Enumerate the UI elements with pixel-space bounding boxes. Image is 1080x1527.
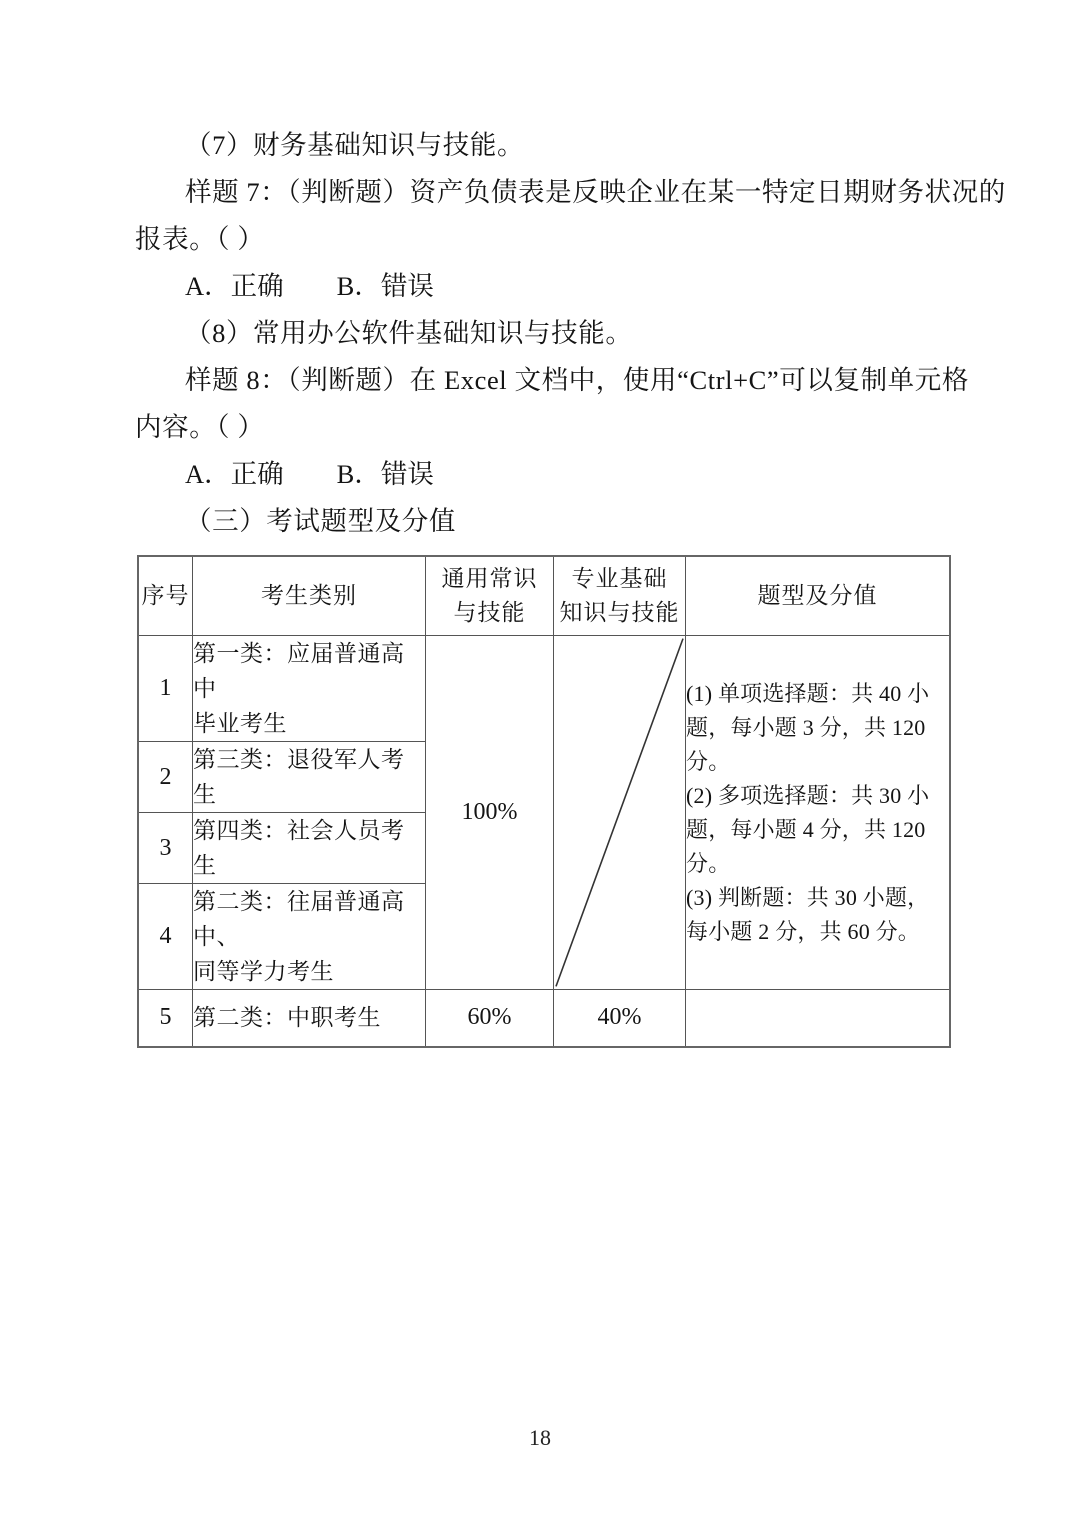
page-number: 18: [529, 1425, 551, 1450]
merged-types-scores-cell: [686, 636, 951, 990]
row5-types-scores-empty: [686, 990, 951, 1047]
table-row: [138, 636, 950, 742]
row5-specialty-percent: 40%: [554, 990, 686, 1047]
merged-specialty-diagonal-cell: [554, 636, 686, 990]
diagonal-strike-icon: [554, 636, 685, 989]
table-header-general-line1: 通用常识: [441, 566, 538, 591]
paragraph-item8-heading: （8）常用办公软件基础知识与技能。: [185, 318, 633, 348]
table-header-specialty-line1: 专业基础: [571, 566, 668, 591]
paragraph-sample7-options: A．正确 B．错误: [185, 271, 434, 301]
table-header-no: 序号: [138, 556, 193, 636]
row2-no: 2: [138, 742, 193, 813]
row5-no: 5: [138, 990, 193, 1047]
row4-category-line2: 同等学力考生: [193, 959, 334, 984]
row4-category: [193, 884, 426, 990]
table-header-specialty-line2: 知识与技能: [559, 600, 680, 625]
section-heading-exam-types: （三）考试题型及分值: [185, 506, 456, 536]
types-scores-line-2: (2) 多项选择题：共 30 小题，每小题 4 分，共 120 分。: [686, 782, 930, 876]
table-header-general-line2: 与技能: [453, 600, 526, 625]
paragraph-item7-heading: （7）财务基础知识与技能。: [185, 130, 525, 160]
row1-no: 1: [138, 636, 193, 742]
document-body-text: [135, 122, 1006, 545]
row4-no: 4: [138, 884, 193, 990]
table-header-row: [138, 556, 950, 636]
row1-category: [193, 636, 426, 742]
paragraph-sample8-options: A．正确 B．错误: [185, 459, 434, 489]
row5-category: 第二类：中职考生: [193, 990, 426, 1047]
scoring-table: [137, 555, 951, 1048]
row3-category: 第四类：社会人员考生: [193, 813, 426, 884]
row5-general-percent: 60%: [426, 990, 554, 1047]
table-header-specialty: [554, 556, 686, 636]
merged-general-percent: 100%: [426, 636, 554, 990]
scoring-table-container: [137, 555, 945, 1048]
paragraph-sample7-line1: 样题 7：（判断题）资产负债表是反映企业在某一特定日期财务状况的: [185, 177, 1006, 207]
row1-category-line1: 第一类：应届普通高中: [193, 641, 405, 701]
paragraph-sample8-line2: 内容。（ ）: [135, 412, 265, 442]
paragraph-sample8-line1: 样题 8：（判断题）在 Excel 文档中，使用“Ctrl+C”可以复制单元格: [185, 365, 969, 395]
row3-no: 3: [138, 813, 193, 884]
paragraph-sample7-line2: 报表。（ ）: [135, 224, 265, 254]
table-header-types-scores: 题型及分值: [686, 556, 951, 636]
row2-category: 第三类：退役军人考生: [193, 742, 426, 813]
table-header-general: [426, 556, 554, 636]
table-header-category: 考生类别: [193, 556, 426, 636]
types-scores-line-1: (1) 单项选择题：共 40 小题，每小题 3 分，共 120 分。: [686, 680, 930, 774]
types-scores-line-3: (3) 判断题：共 30 小题，每小题 2 分，共 60 分。: [686, 884, 930, 944]
row1-category-line2: 毕业考生: [193, 711, 287, 736]
table-row: [138, 990, 950, 1047]
row4-category-line1: 第二类：往届普通高中、: [193, 889, 405, 949]
